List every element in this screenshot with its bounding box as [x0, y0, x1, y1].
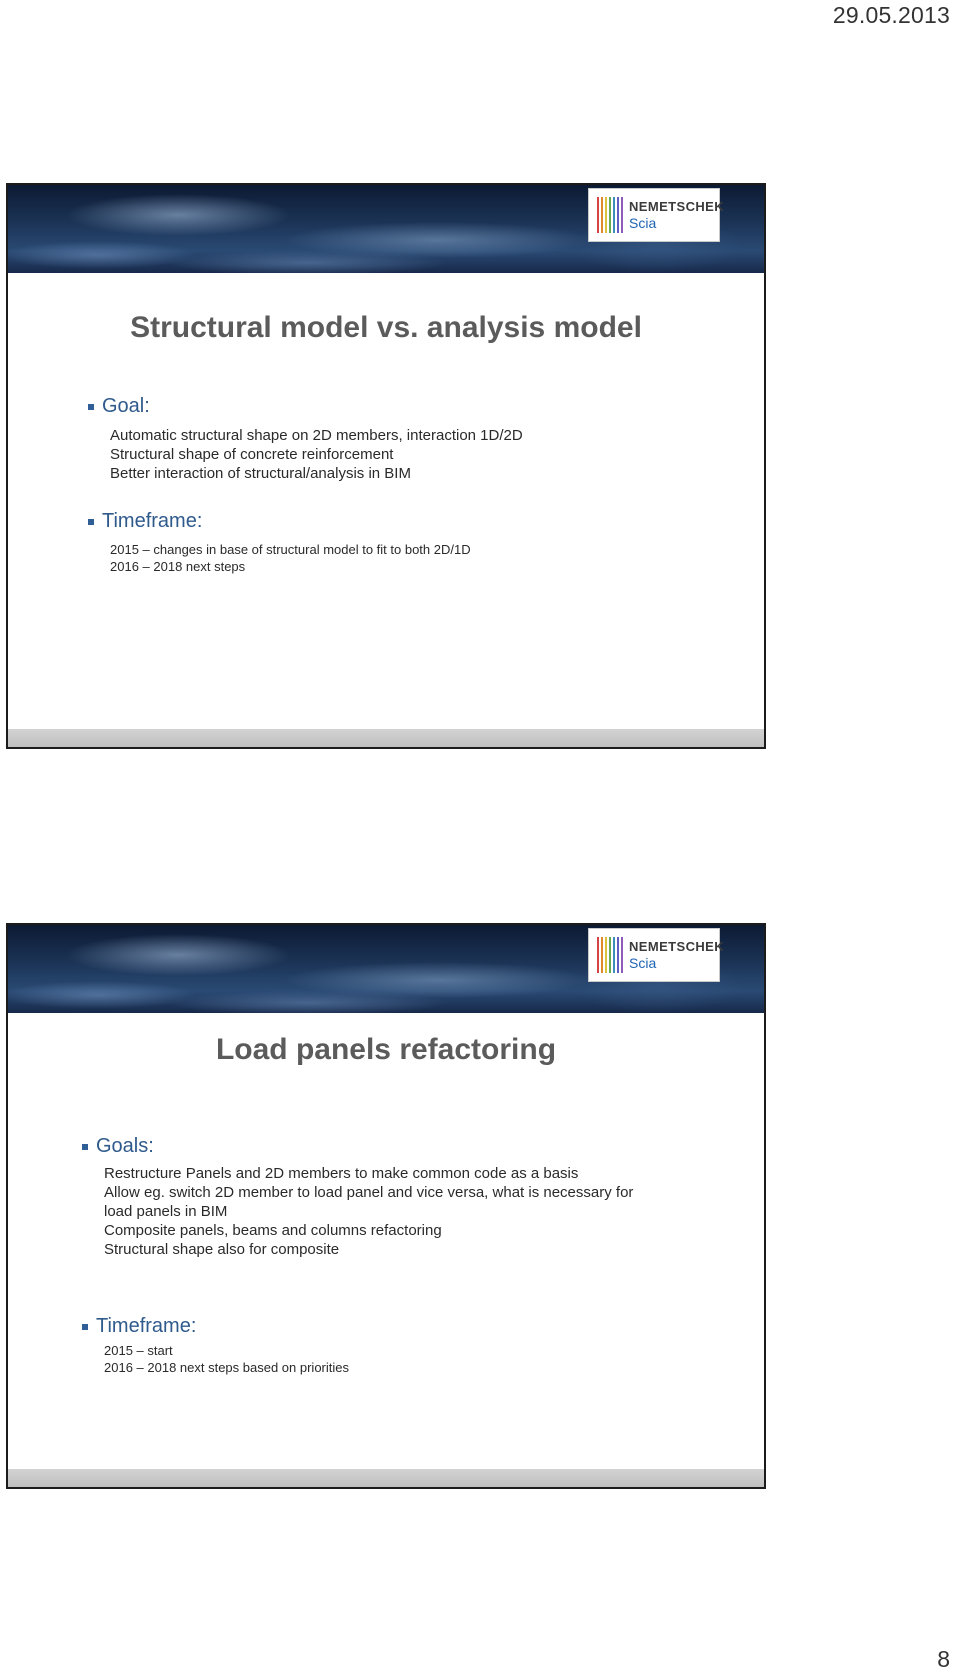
slide-footer-bar [8, 729, 764, 747]
logo-bars-icon [597, 935, 627, 975]
list-item: Automatic structural shape on 2D members, interaction 1D/2D [110, 427, 523, 444]
section-goal [88, 395, 523, 483]
list-item: load panels in BIM [104, 1203, 228, 1220]
section-title: Goals: [96, 1135, 154, 1157]
slide-structural-model [6, 183, 766, 749]
section-title: Goal: [102, 395, 150, 417]
section-lines [88, 426, 523, 483]
list-item: Structural shape also for composite [104, 1241, 340, 1258]
list-item: Composite panels, beams and columns refactoring [104, 1222, 442, 1239]
slide-title: Load panels refactoring [215, 1033, 557, 1066]
page-number: 8 [937, 1646, 950, 1672]
section-head [88, 395, 523, 418]
section-lines [88, 541, 471, 575]
bullet-square-icon [82, 1324, 88, 1330]
section-head [82, 1135, 633, 1158]
logo-wordmark: NEMETSCHEK [629, 939, 725, 954]
list-item: Allow eg. switch 2D member to load panel and vice versa, what is necessary for [104, 1184, 634, 1201]
logo-bars-icon [597, 195, 627, 235]
section-title: Timeframe: [96, 1315, 197, 1337]
logo-wordmark: NEMETSCHEK [629, 199, 725, 214]
list-item: Structural shape of concrete reinforcement [110, 446, 394, 463]
bullet-square-icon [88, 404, 94, 410]
list-item: 2016 – 2018 next steps based on priorities [104, 1360, 350, 1375]
slide-header-banner [8, 185, 764, 273]
bullet-square-icon [82, 1144, 88, 1150]
nemetschek-logo [588, 188, 725, 242]
section-lines [82, 1164, 633, 1259]
nemetschek-logo [588, 928, 725, 982]
slide-load-panels [6, 923, 766, 1489]
slide-footer-bar [8, 1469, 764, 1487]
section-timeframe [82, 1315, 349, 1376]
section-timeframe [88, 510, 471, 575]
list-item: Restructure Panels and 2D members to make common code as a basis [104, 1165, 579, 1182]
section-title: Timeframe: [102, 510, 203, 532]
list-item: 2016 – 2018 next steps [110, 559, 246, 574]
slide-title: Structural model vs. analysis model [130, 311, 642, 344]
section-head [82, 1315, 349, 1338]
page-date: 29.05.2013 [832, 2, 950, 28]
logo-sub: Scia [629, 215, 657, 231]
list-item: Better interaction of structural/analysis in BIM [110, 465, 411, 482]
list-item: 2015 – start [104, 1343, 173, 1358]
logo-sub: Scia [629, 955, 657, 971]
list-item: 2015 – changes in base of structural model to fit to both 2D/1D [110, 542, 471, 557]
bullet-square-icon [88, 519, 94, 525]
section-lines [82, 1342, 349, 1376]
section-goals [82, 1135, 633, 1259]
slide-header-banner [8, 925, 764, 1013]
section-head [88, 510, 471, 533]
